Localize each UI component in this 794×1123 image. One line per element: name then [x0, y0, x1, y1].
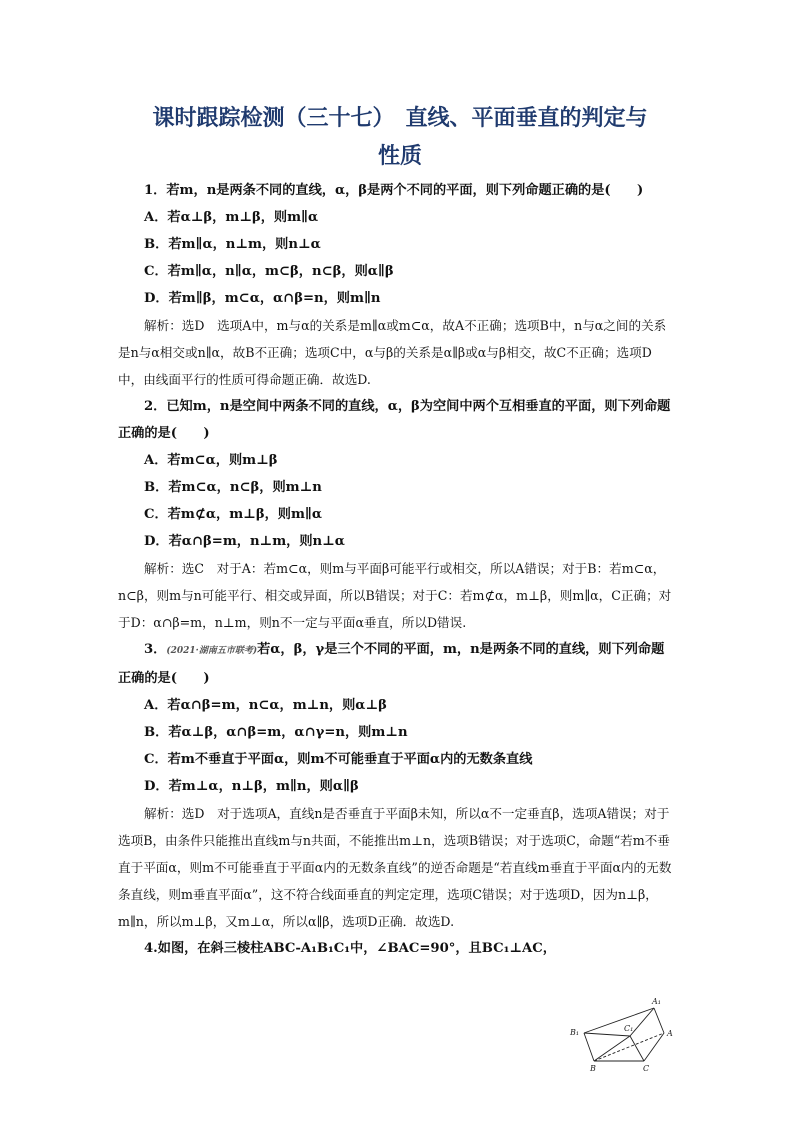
- q1-option-a: A．若α⊥β，m⊥β，则m∥α: [144, 210, 319, 225]
- edge-b1-b: [584, 1033, 594, 1061]
- edge-c1-c: [630, 1036, 644, 1061]
- q3-stem: 若α，β，γ是三个不同的平面，m，n是两条不同的直线，则下列命题正确的是( ): [118, 642, 665, 686]
- q1-option-c: C．若m∥α，n∥α，m⊂β，n⊂β，则α∥β: [144, 264, 394, 279]
- q2-option-d: D．若α∩β=m，n⊥m，则n⊥α: [144, 534, 345, 549]
- q3-option-a: A．若α∩β=m，n⊂α，m⊥n，则α⊥β: [144, 698, 387, 713]
- label-c1: C₁: [624, 1024, 634, 1033]
- q2-option-c: C．若m⊄α，m⊥β，则m∥α: [144, 507, 323, 522]
- q1-option-b: B．若m∥α，n⊥m，则n⊥α: [144, 237, 321, 252]
- label-a: A: [667, 1029, 673, 1038]
- q3-option-b: B．若α⊥β，α∩β=m，α∩γ=n，则m⊥n: [144, 725, 408, 740]
- q4-stem: 4.如图，在斜三棱柱ABC-A₁B₁C₁中，∠BAC=90°，且BC₁⊥AC，: [144, 941, 556, 956]
- edge-a1-a: [654, 1008, 664, 1033]
- q3-number: 3．: [144, 642, 167, 657]
- edge-b-c1: [594, 1036, 630, 1061]
- label-b: B: [590, 1064, 596, 1073]
- q3-option-d: D．若m⊥α，n⊥β，m∥n，则α∥β: [144, 779, 359, 794]
- q1-analysis: 解析：选D 选项A中，m与α的关系是m∥α或m⊂α，故A不正确；选项B中，n与α之间的关系是n与α相交或n∥α，故B不正确；选项C中，α与β的关系是α∥β或α与β相交，故C不正确；选项D中，由线面平行的性质可得命题正确．故选D.: [118, 318, 667, 387]
- q1-stem: 1．若m，n是两条不同的直线，α，β是两个不同的平面，则下列命题正确的是( ): [144, 183, 644, 198]
- q3-source: (2021·湖南五市联考): [166, 646, 258, 656]
- q2-option-a: A．若m⊂α，则m⊥β: [144, 453, 278, 468]
- edge-b1-c1: [584, 1033, 630, 1036]
- edge-c-a: [644, 1033, 664, 1061]
- title-line-1: 课时跟踪检测（三十七） 直线、平面垂直的判定与: [152, 106, 648, 131]
- q3-analysis: 解析：选D 对于选项A，直线n是否垂直于平面β未知，所以α不一定垂直β，选项A错误；对于选项B，由条件只能推出直线m与n共面，不能推出m⊥n，选项B错误；对于选项C，命题“若m不垂直于平面α，则m不可能垂直于平面α内的无数条直线”的逆否命题是“若直线m垂直于平面α内的无数条直线，则m垂直平面α”，这不符合线面垂直的判定定理，选项C错误；对于选项D，因为n⊥β，m∥n，所以m⊥β，又m⊥α，所以α∥β，选项D正确．故选D.: [118, 806, 672, 929]
- prism-figure: [566, 993, 676, 1073]
- q2-stem: 2．已知m，n是空间中两条不同的直线，α，β为空间中两个互相垂直的平面，则下列命题正确的是( ): [118, 399, 671, 441]
- question-list: [118, 177, 676, 962]
- q3-stem-line: [118, 636, 676, 692]
- label-b1: B₁: [570, 1028, 580, 1037]
- label-c: C: [643, 1064, 650, 1073]
- q2-option-b: B．若m⊂α，n⊂β，则m⊥n: [144, 480, 322, 495]
- q3-option-c: C．若m不垂直于平面α，则m不可能垂直于平面α内的无数条直线: [144, 752, 533, 767]
- label-a1: A₁: [652, 997, 661, 1006]
- title-line-2: 性质: [377, 144, 422, 169]
- q1-option-d: D．若m∥β，m⊂α，α∩β=n，则m∥n: [144, 291, 381, 306]
- q2-analysis: 解析：选C 对于A：若m⊂α，则m与平面β可能平行或相交，所以A错误；对于B：若m⊂α，n⊂β，则m与n可能平行、相交或异面，所以B错误；对于C：若m⊄α，m⊥β，则m∥α，C正确；对于D：α∩β=m，n⊥m，则n不一定与平面α垂直，所以D错误.: [118, 561, 672, 630]
- page-title: [110, 100, 690, 176]
